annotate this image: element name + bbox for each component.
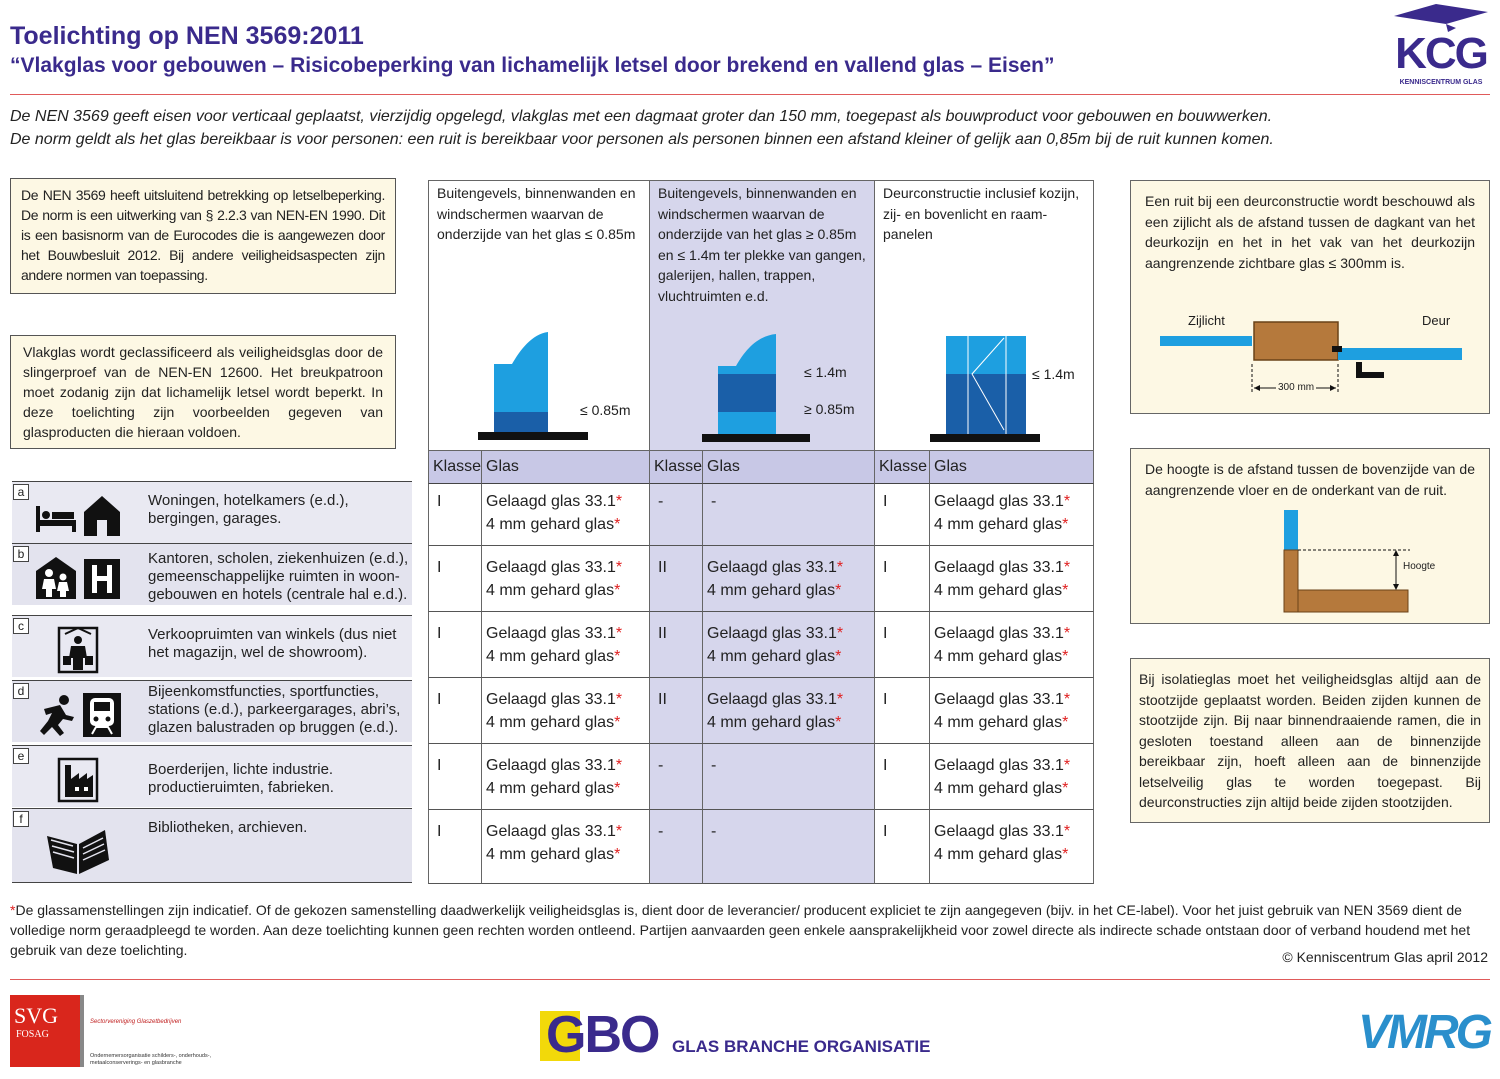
asterisk: * [1062,780,1069,797]
glas-cell [702,612,874,678]
glas-cell [929,612,1094,678]
glass-line-2: 4 mm gehard glas [486,714,615,731]
category-letter: b [13,546,29,562]
asterisk: * [836,559,844,576]
glass-line-1: Gelaagd glas 33.1 [486,625,616,642]
info-box-insulating-glass: Bij isolatieglas moet het veiligheidsglas altijd aan de stootzijde geplaatst worden. Beiden zijden kunnen de stootzijde zijn. Bij naar binnendraaiende ramen, die in gesloten toestand alleen aan de binnenzijde bereikbaar zijn, hoeft alleen aan de binnenzijde letselveilig glas te worden toegepast. Bij deurconstructies zijn altijd beide zijden stootzijden. [1130,658,1490,823]
glass-line-1: Gelaagd glas 33.1 [934,691,1064,708]
category-letter: f [13,811,29,827]
svg-logo-text: SVG [14,1003,59,1028]
glas-cell [481,810,649,884]
asterisk: * [614,846,621,863]
header-divider [10,94,1490,95]
klasse-cell: I [874,678,929,744]
glass-line-2: 4 mm gehard glas [934,714,1063,731]
column-heading-text: Deurconstructie inclusief kozijn, zij- en bovenlicht en raam-panelen [883,185,1080,242]
glas-cell [481,546,649,612]
category-letter: e [13,748,29,764]
category-row-f [12,808,412,883]
dim-label: ≥ 0.85m [804,401,855,417]
school-children-icon [34,555,78,601]
glass-line-2: 4 mm gehard glas [486,780,615,797]
glass-line-2: 4 mm gehard glas [486,846,615,863]
sidelight-diagram [1158,310,1468,400]
copyright: © Kenniscentrum Glas april 2012 [1282,949,1488,965]
col-header-glas: Glas [702,450,874,484]
label-deur: Deur [1422,313,1451,328]
col-header-klasse: Klasse [428,450,481,484]
glas-cell [929,744,1094,810]
klasse-cell: I [874,484,929,546]
glass-line-2: 4 mm gehard glas [707,714,836,731]
gbo-logo-text: GBO [546,1006,659,1064]
footnote [10,900,1500,960]
svg-logo-tagline-1: Sectorvereniging Glaszetbedrijven [90,1019,182,1025]
runner-icon [34,693,78,737]
glass-line-2: 4 mm gehard glas [486,648,615,665]
asterisk: * [1063,493,1071,510]
footer-divider [10,979,1490,980]
column-heading-text: Buitengevels, binnenwanden en windschermen waarvan de onderzijde van het glas ≥ 0.85m en ≤ 1.4m ter plekke van gangen, galerijen, hallen, trappen, vluchtruimten e.d. [658,185,866,304]
asterisk: * [615,493,623,510]
glass-diagram-3 [928,334,1093,444]
info-text: De hoogte is de afstand tussen de bovenzijde van de aangrenzende vloer en de onderkant van de ruit. [1145,461,1475,498]
klasse-cell: I [428,744,481,810]
asterisk: * [1063,757,1071,774]
glas-cell: - [702,744,874,810]
glass-diagram-2 [700,332,870,444]
book-icon [43,822,113,876]
glass-line-1: Gelaagd glas 33.1 [486,493,616,510]
glass-line-1: Gelaagd glas 33.1 [486,559,616,576]
glass-line-2: 4 mm gehard glas [934,516,1063,533]
asterisk: * [836,691,844,708]
klasse-cell: II [649,678,702,744]
category-row-d [12,680,412,742]
glass-line-2: 4 mm gehard glas [934,780,1063,797]
category-text: Boerderijen, lichte industrie. productieruimten, fabrieken. [148,761,334,796]
glass-line-2: 4 mm gehard glas [707,582,836,599]
glas-cell [929,810,1094,884]
asterisk: * [615,625,623,642]
glas-cell [929,484,1094,546]
kcg-logo-text: KCG [1395,29,1487,78]
glass-line-1: Gelaagd glas 33.1 [486,823,616,840]
glass-line-2: 4 mm gehard glas [486,516,615,533]
klasse-cell: I [428,612,481,678]
category-row-e [12,745,412,807]
glas-cell: - [702,810,874,884]
asterisk: * [1063,691,1071,708]
asterisk: * [835,648,842,665]
category-text: Bijeenkomstfuncties, sportfuncties, stations (e.d.), parkeergarages, abri’s, glazen balustraden op bruggen (e.d.). [148,683,401,736]
klasse-cell: I [874,612,929,678]
category-text: Bibliotheken, archieven. [148,819,308,836]
glass-line-1: Gelaagd glas 33.1 [934,757,1064,774]
glass-line-1: Gelaagd glas 33.1 [934,559,1064,576]
label-zijlicht: Zijlicht [1188,313,1225,328]
asterisk: * [614,714,621,731]
category-row-b [12,543,412,605]
gbo-logo-name: GLAS BRANCHE ORGANISATIE [672,1037,931,1056]
label-300mm: 300 mm [1278,382,1315,393]
klasse-cell: I [874,810,929,884]
glas-cell [481,678,649,744]
height-diagram [1280,508,1440,618]
factory-icon [57,757,99,803]
glass-line-2: 4 mm gehard glas [934,648,1063,665]
dim-label: ≤ 1.4m [1032,366,1075,382]
glas-cell [929,546,1094,612]
svg-logo-tagline-2: Ondernemersorganisatie schilders-, onderhouds-, metaalconserverings- en glasbranche [90,1053,212,1066]
info-text: Een ruit bij een deurconstructie wordt beschouwd als een zijlicht als de afstand tussen de dagkant van het deurkozijn en het in het vak van het deurkozijn aangrenzende zichtbare glas ≤ 300mm is. [1145,193,1475,271]
klasse-cell: II [649,546,702,612]
col-header-klasse: Klasse [649,450,702,484]
glass-line-2: 4 mm gehard glas [707,648,836,665]
glass-line-2: 4 mm gehard glas [486,582,615,599]
glass-line-1: Gelaagd glas 33.1 [486,691,616,708]
klasse-cell: I [874,744,929,810]
glass-line-1: Gelaagd glas 33.1 [934,625,1064,642]
klasse-cell: - [649,810,702,884]
asterisk: * [615,823,623,840]
asterisk: * [836,625,844,642]
glass-line-1: Gelaagd glas 33.1 [707,625,837,642]
asterisk: * [1062,714,1069,731]
train-icon [82,692,122,738]
asterisk: * [835,582,842,599]
glas-cell [481,744,649,810]
page-subtitle: “Vlakglas voor gebouwen – Risicobeperking van lichamelijk letsel door brekend en vallend glas – Eisen” [10,54,1055,77]
footnote-text: De glassamenstellingen zijn indicatief. Of de gekozen samenstelling daadwerkelijk veiligheidsglas is, dient door de leverancier/ producent expliciet te zijn aangegeven (bijv. in het CE-label). Voor het juist gebruik van NEN 3569 dient de volledige norm geraadpleegd te worden. Aan deze toelichting kunnen geen rechten worden ontleend. Partijen aanvaarden geen enkele aansprakelijkheid voor zowel directe als indirecte schade ontstaan door of verband houdend met het gebruik van deze toelichting. [10,902,1471,958]
klasse-cell: I [428,546,481,612]
house-icon [82,494,122,538]
asterisk: * [835,714,842,731]
col-header-klasse: Klasse [874,450,929,484]
label-hoogte: Hoogte [1403,561,1436,572]
table-top-border [428,180,1094,181]
glas-cell [481,484,649,546]
category-letter: c [13,618,29,634]
klasse-cell: I [428,678,481,744]
col-header-glas: Glas [929,450,1094,484]
vmrg-logo: VMRG [1358,1006,1490,1059]
asterisk: * [1063,625,1071,642]
klasse-cell: - [649,484,702,546]
intro-line-1: De NEN 3569 geeft eisen voor verticaal geplaatst, vierzijdig opgelegd, vlakglas met een dagmaat groter dan 150 mm, toegepast als bouwproduct voor gebouwen en bouwwerken. [10,108,1273,125]
asterisk: * [614,582,621,599]
asterisk: * [614,648,621,665]
glas-cell [702,546,874,612]
klasse-cell: I [874,546,929,612]
category-text: Kantoren, scholen, ziekenhuizen (e.d.), gemeenschappelijke ruimten in woon-gebouwen en hotels (centrale hal e.d.). [148,550,409,603]
glass-line-2: 4 mm gehard glas [934,846,1063,863]
glass-line-1: Gelaagd glas 33.1 [707,559,837,576]
klasse-cell: II [649,612,702,678]
note-classification: Vlakglas wordt geclassificeerd als veiligheidsglas door de slingerproef van de NEN-EN 12600. Het breukpatroon moet zodanig zijn dat lichamelijk letsel wordt beperkt. In deze toelichting zijn voorbeelden gegeven van glasproducten die hieraan voldoen. [10,335,396,449]
col-header-glas: Glas [481,450,649,484]
gbo-logo [540,1005,970,1069]
asterisk: * [1063,559,1071,576]
svg-fosag-logo [10,995,240,1073]
kcg-logo [1386,2,1496,90]
shopper-icon [57,626,99,674]
asterisk: * [1063,823,1071,840]
asterisk: * [615,691,623,708]
glas-cell [929,678,1094,744]
asterisk: * [1062,846,1069,863]
asterisk: * [1062,516,1069,533]
category-row-c [12,615,412,677]
category-text: Woningen, hotelkamers (e.d.), bergingen, garages. [148,492,349,527]
asterisk: * [1062,582,1069,599]
glass-line-1: Gelaagd glas 33.1 [707,691,837,708]
asterisk: * [1062,648,1069,665]
svg-logo-sub: FOSAG [16,1029,49,1040]
asterisk: * [615,757,623,774]
intro-line-2: De norm geldt als het glas bereikbaar is voor personen: een ruit is bereikbaar voor personen als personen binnen een afstand kleiner of gelijk aan 0,85m bij de ruit kunnen komen. [10,131,1274,148]
klasse-cell: I [428,484,481,546]
category-letter: d [13,683,29,699]
glas-cell [702,678,874,744]
glas-cell [481,612,649,678]
glass-line-1: Gelaagd glas 33.1 [486,757,616,774]
klasse-cell: I [428,810,481,884]
category-text: Verkoopruimten van winkels (dus niet het magazijn, wel de showroom). [148,626,397,661]
column-heading-text: Buitengevels, binnenwanden en windschermen waarvan de onderzijde van het glas ≤ 0.85m [437,185,636,242]
dim-label: ≤ 1.4m [804,364,847,380]
glass-diagram-1 [476,330,646,442]
glass-line-1: Gelaagd glas 33.1 [934,823,1064,840]
footnote-star: * [10,902,16,918]
asterisk: * [614,780,621,797]
dim-label: ≤ 0.85m [580,402,631,418]
klasse-cell: - [649,744,702,810]
page-title: Toelichting op NEN 3569:2011 [10,22,364,50]
hospital-icon [82,555,122,601]
asterisk: * [614,516,621,533]
glass-line-2: 4 mm gehard glas [934,582,1063,599]
asterisk: * [615,559,623,576]
category-letter: a [13,484,29,500]
glas-cell: - [702,484,874,546]
glass-line-1: Gelaagd glas 33.1 [934,493,1064,510]
category-row-a [12,481,412,543]
kcg-logo-caption: KENNISCENTRUM GLAS [1399,79,1483,86]
note-scope: De NEN 3569 heeft uitsluitend betrekking op letselbeperking. De norm is een uitwerking van § 2.2.3 van NEN-EN 1990. Dit is een basisnorm van de Eurocodes die is aangewezen door het Bouwbesluit 2012. Bij andere veiligheidsaspecten zijn andere normen van toepassing. [10,178,396,294]
bed-icon [34,498,78,534]
